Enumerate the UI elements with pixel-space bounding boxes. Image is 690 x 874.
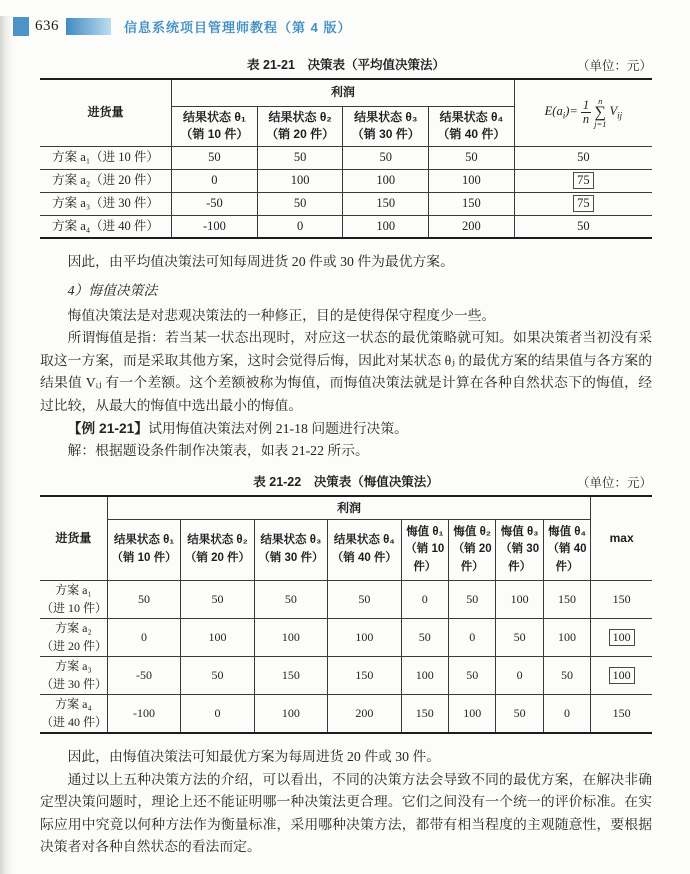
t1-profit-header: 利润 [172, 79, 515, 106]
cell: 50 [181, 657, 254, 695]
table-21-22-unit: （单位：元） [576, 475, 652, 490]
cell: 0 [448, 619, 495, 657]
cell: 100 [343, 215, 429, 238]
cell: 100 [496, 581, 543, 619]
decision-table-average-value [40, 78, 652, 239]
t2-row-label: 方案 a₂ （进 20 件） [40, 619, 107, 657]
t1-state-header-1: 结果状态 θ₁ （销 10 件） [172, 106, 258, 146]
t1-state-header-3: 结果状态 θ₃ （销 30 件） [343, 106, 429, 146]
t1-state-header-2: 结果状态 θ₂ （销 20 件） [257, 106, 343, 146]
table-21-21-caption-row [40, 55, 652, 73]
expected-value-formula: $E(a_i)=$ $\frac{1}{n}$ n ∑ j=1 $V_{ij}$ [544, 95, 623, 130]
t2-max-header: max [591, 496, 652, 581]
cell: 50 [172, 146, 258, 169]
cell: 150 [543, 581, 590, 619]
expected-value-cell [514, 169, 652, 192]
cell: 100 [448, 695, 495, 733]
cell: 50 [257, 192, 343, 215]
cell: -50 [107, 657, 180, 695]
t2-regret-header-1: 悔值 θ₁ （销 10 件） [401, 520, 448, 581]
cell: 50 [328, 581, 401, 619]
cell: 200 [429, 215, 515, 238]
table-row [40, 192, 652, 215]
optimal-value-box: 100 [609, 667, 635, 684]
cell: -50 [172, 192, 258, 215]
cell: 150 [254, 657, 327, 695]
cell: 150 [328, 657, 401, 695]
cell: 50 [429, 146, 515, 169]
cell: 50 [343, 146, 429, 169]
max-cell [591, 657, 652, 695]
cell: 50 [496, 619, 543, 657]
cell: 100 [254, 695, 327, 733]
cell: 0 [172, 169, 258, 192]
para-summary: 通过以上五种决策方法的介绍，可以看出，不同的决策方法会导致不同的最优方案，在解决非确定型决策问题时，理论上还不能证明哪一种决策法更合理。它们之间没有一个统一的评价标准。在实际应用中究竟以何种方法作为衡量标准，采用哪种决策方法，都带有相当程度的主观随意性，要根据决策者对各种自然状态的看法而定。 [40, 771, 652, 855]
cell: 0 [107, 619, 180, 657]
t2-regret-header-4: 悔值 θ₄ （销 40 件） [543, 520, 590, 581]
cell: 100 [343, 169, 429, 192]
t2-header-row-1 [40, 496, 652, 520]
t2-row-label: 方案 a₃ （进 30 件） [40, 657, 107, 695]
page-number: 636 [35, 18, 59, 34]
t2-regret-header-2: 悔值 θ₂ （销 20 件） [448, 520, 495, 581]
cell: 150 [343, 192, 429, 215]
para-example-21-21 [40, 418, 652, 441]
cell: 50 [496, 695, 543, 733]
para-average-conclusion: 因此，由平均值决策法可知每周进货 20 件或 30 件为最优方案。 [67, 254, 454, 269]
expected-value-cell: 50 [514, 215, 652, 238]
cell: 50 [107, 581, 180, 619]
expected-value-cell [514, 192, 652, 215]
heading-regret-method: 4）悔值决策法 [67, 282, 158, 298]
table-row [40, 146, 652, 169]
t1-stock-header: 进货量 [40, 79, 172, 146]
header-accent-square [13, 17, 29, 36]
optimal-value-box: 75 [573, 195, 594, 213]
t2-header-row-2 [40, 520, 652, 581]
cell: 50 [257, 146, 343, 169]
page-header [13, 16, 690, 37]
example-text: 试用悔值决策法对例 21-18 问题进行决策。 [148, 420, 408, 436]
cell: 50 [254, 581, 327, 619]
optimal-value-box: 100 [609, 629, 635, 646]
t1-state-header-4: 结果状态 θ₄ （销 40 件） [429, 106, 515, 146]
cell: 150 [429, 192, 515, 215]
header-accent-bar [66, 18, 111, 35]
table-row [40, 619, 652, 657]
summation-symbol: n ∑ j=1 [594, 95, 607, 130]
cell: 100 [257, 169, 343, 192]
t2-profit-header: 利润 [107, 496, 590, 520]
cell: -100 [172, 215, 258, 238]
max-cell: 150 [591, 695, 652, 733]
para-solution: 解：根据题设条件制作决策表，如表 21-22 所示。 [67, 443, 369, 459]
t2-state-header-4: 结果状态 θ₄ （销 40 件） [328, 520, 401, 581]
t2-state-header-1: 结果状态 θ₁ （销 10 件） [107, 520, 180, 581]
max-cell: 150 [591, 581, 652, 619]
t2-stock-header: 进货量 [40, 496, 107, 581]
decision-table-regret-value [40, 495, 652, 734]
cell: 0 [401, 581, 448, 619]
t2-state-header-3: 结果状态 θ₃ （销 30 件） [254, 520, 327, 581]
example-label: 【例 21-21】 [67, 420, 149, 436]
t1-row-label: 方案 a₁（进 10 件） [40, 146, 172, 169]
cell: 100 [328, 619, 401, 657]
para-regret-conclusion: 因此，由悔值决策法可知最优方案为每周进货 20 件或 30 件。 [67, 749, 441, 765]
t2-state-header-2: 结果状态 θ₂ （销 20 件） [181, 520, 254, 581]
cell: 50 [543, 657, 590, 695]
cell: 150 [401, 695, 448, 733]
fraction-1-over-n: $\frac{1}{n}$ [582, 98, 590, 127]
cell: 50 [448, 581, 495, 619]
cell: 0 [496, 657, 543, 695]
cell: 0 [257, 215, 343, 238]
table-21-22-caption-row [40, 472, 652, 490]
cell: 100 [429, 169, 515, 192]
cell: 100 [181, 619, 254, 657]
cell: 200 [328, 695, 401, 733]
cell: 100 [543, 619, 590, 657]
table-row [40, 695, 652, 733]
cell: 0 [181, 695, 254, 733]
t2-regret-header-3: 悔值 θ₃ （销 30 件） [496, 520, 543, 581]
book-title: 信息系统项目管理师教程（第 4 版） [124, 20, 352, 35]
t1-formula-header [514, 79, 652, 146]
cell: 50 [181, 581, 254, 619]
table-row [40, 581, 652, 619]
cell: -100 [107, 695, 180, 733]
cell: 100 [254, 619, 327, 657]
t1-row-label: 方案 a₄（进 40 件） [40, 215, 172, 238]
cell: 100 [401, 657, 448, 695]
cell: 50 [401, 619, 448, 657]
t1-header-row-1 [40, 79, 652, 106]
table-row [40, 169, 652, 192]
t1-row-label: 方案 a₂（进 20 件） [40, 169, 172, 192]
cell: 50 [448, 657, 495, 695]
table-21-22-caption: 表 21-22 决策表（悔值决策法） [253, 474, 439, 489]
para-regret-intro: 悔值决策法是对悲观决策法的一种修正，目的是使得保守程度少一些。 [67, 307, 496, 323]
cell: 0 [543, 695, 590, 733]
optimal-value-box: 75 [573, 172, 594, 190]
table-row [40, 215, 652, 238]
expected-value-cell: 50 [514, 146, 652, 169]
max-cell [591, 619, 652, 657]
t2-row-label: 方案 a₄ （进 40 件） [40, 695, 107, 733]
t2-row-label: 方案 a₁ （进 10 件） [40, 581, 107, 619]
para-regret-definition: 所谓悔值是指：若当某一状态出现时，对应这一状态的最优策略就可知。如果决策者当初没有采取这一方案，而是采取其他方案，这时会觉得后悔，因此对某状态 θⱼ 的最优方案的结果值与各方案的结果值 Vᵢⱼ 有一个差额。这个差额被称为悔值，而悔值决策法就是计算在各种自然状态下的悔值，经过比较，从最大的悔值中选出最小的悔值。 [40, 330, 652, 413]
table-21-21-caption: 表 21-21 决策表（平均值决策法） [247, 58, 445, 72]
t1-row-label: 方案 a₃（进 30 件） [40, 192, 172, 215]
table-row [40, 657, 652, 695]
table-21-21-unit: （单位：元） [576, 59, 652, 73]
page-scan-edge [0, 16, 13, 874]
page-content [40, 55, 652, 859]
